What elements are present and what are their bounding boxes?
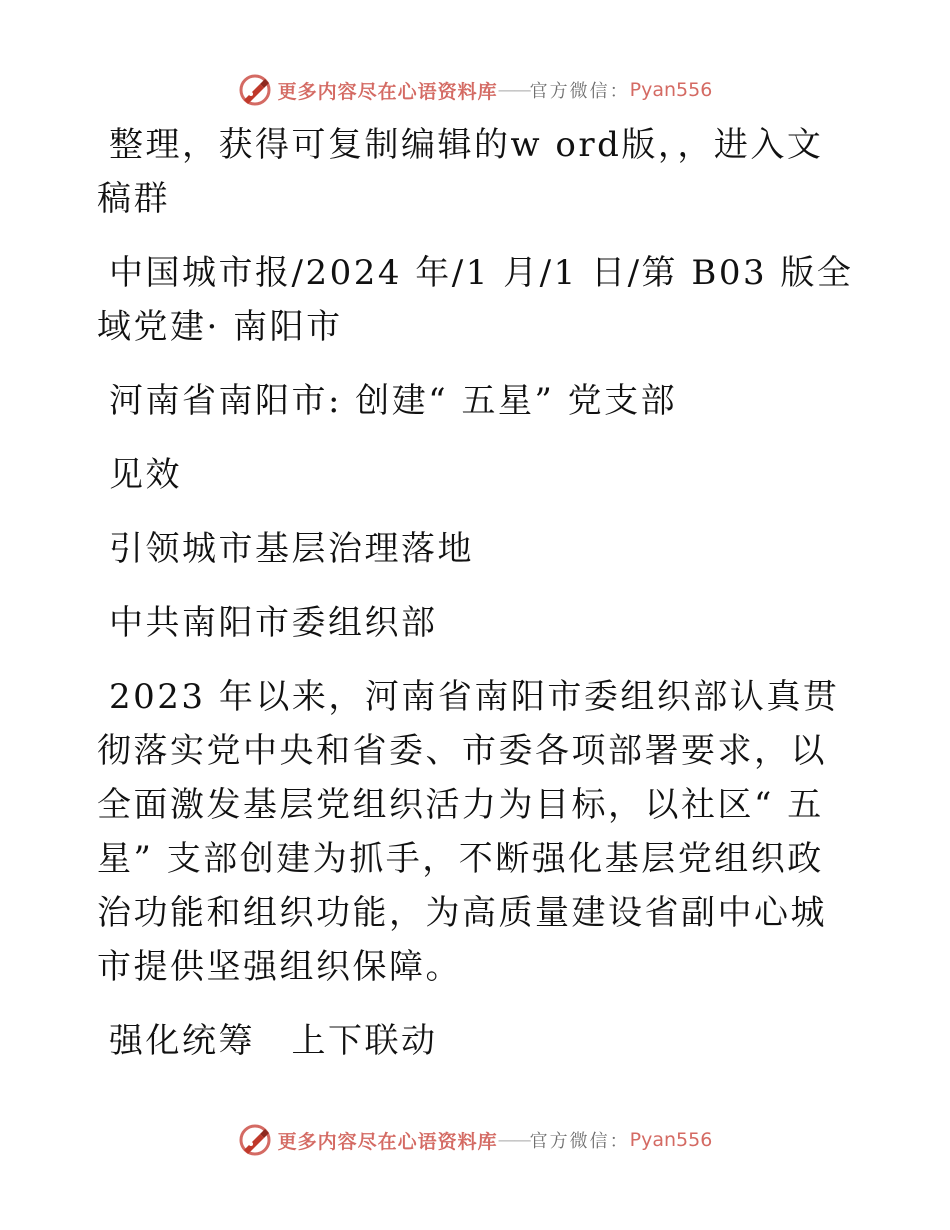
paragraph-body: 2023 年以来，河南省南阳市委组织部认真贯彻落实党中央和省委、市委各项部署要求，以全面激发基层党组织活力为目标，以社区“ 五星” 支部创建为抓手，不断强化基层党组织政治功能和组织功能，为高质量建设省副中心城市提供坚强组织保障。 [97,677,840,987]
author-line: 中共南阳市委组织部 [109,603,438,643]
document-body [97,118,857,1088]
pen-logo-icon [238,1123,272,1157]
section-heading: 强化统筹 上下联动 [109,1021,438,1061]
footer-watermark-banner [0,1120,950,1160]
banner-dash: —— [497,79,530,101]
site-name: 更多内容尽在心语资料库 [277,1130,498,1153]
paragraph-intro: 整理，获得可复制编辑的w ord版，，进入文稿群 [97,125,824,219]
header-watermark-banner [0,70,950,110]
site-name: 更多内容尽在心语资料库 [277,80,498,103]
pen-logo-icon [238,73,272,107]
headline-line-2: 见效 [109,455,182,495]
subheadline: 引领城市基层治理落地 [109,529,474,569]
wechat-id: Pyan556 [629,1129,713,1151]
banner-dash: —— [497,1129,530,1151]
headline-line-1: 河南省南阳市: 创建“ 五星” 党支部 [109,381,678,421]
wechat-label: 官方微信： [529,1131,630,1152]
wechat-id: Pyan556 [629,79,713,101]
paragraph-source: 中国城市报/2024 年/1 月/1 日/第 B03 版全域党建· 南阳市 [97,253,854,347]
wechat-label: 官方微信： [529,81,630,102]
